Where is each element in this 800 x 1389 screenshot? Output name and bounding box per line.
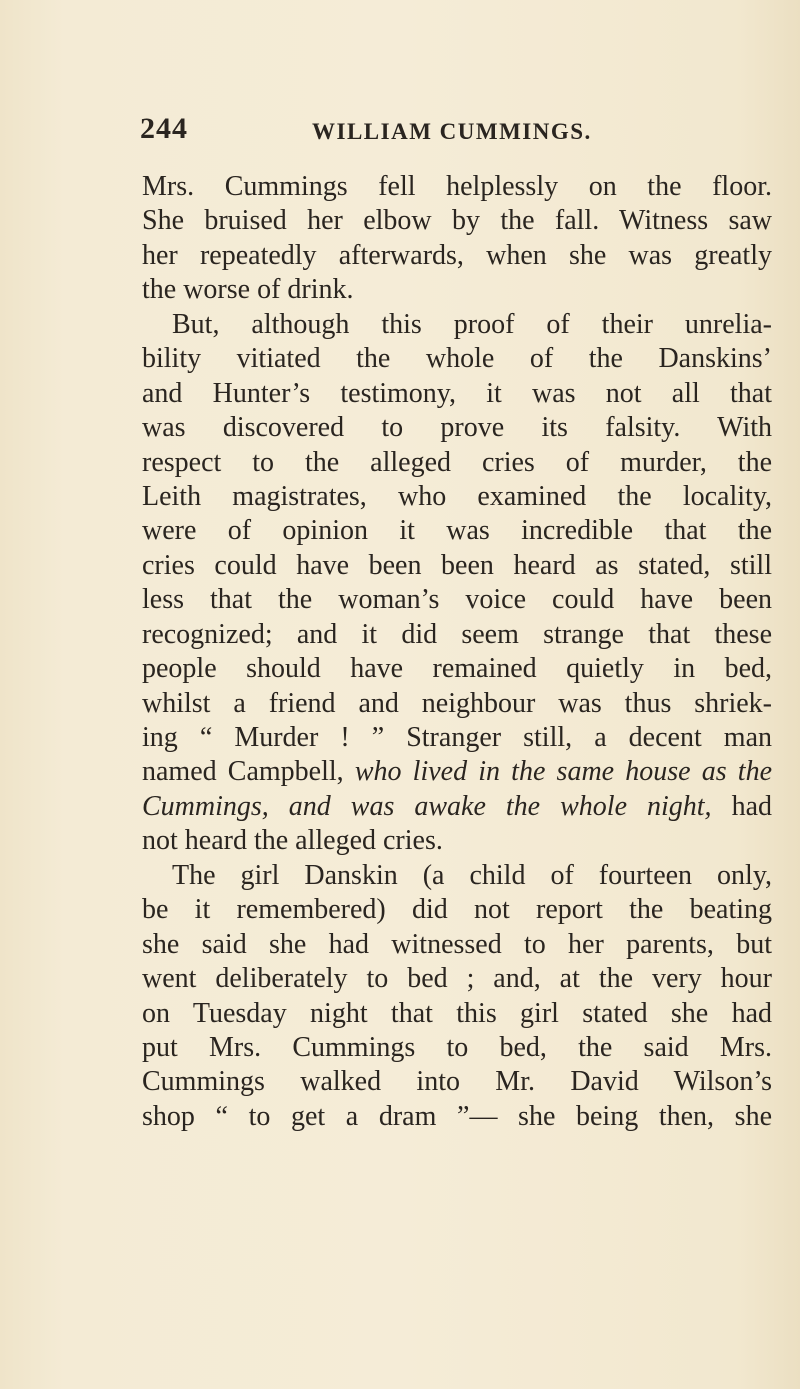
paragraph-start-line: But, although this proof of their unrelia-: [172, 308, 772, 340]
text-line: the worse of drink.: [142, 274, 354, 306]
running-head: [140, 112, 740, 152]
text-line: recognized; and it did seem strange that these: [142, 618, 772, 650]
line-roman-part: named Campbell,: [142, 756, 344, 788]
text-line: people should have remained quietly in bed,: [142, 653, 772, 685]
text-line: went deliberately to bed ; and, at the very hour: [142, 963, 772, 995]
mixed-style-line: [142, 790, 772, 824]
text-line: less that the woman’s voice could have been: [142, 584, 772, 616]
text-line: on Tuesday night that this girl stated she had: [142, 997, 772, 1029]
text-line: She bruised her elbow by the fall. Witness saw: [142, 205, 772, 237]
text-line: put Mrs. Cummings to bed, the said Mrs.: [142, 1031, 772, 1063]
text-line: she said she had witnessed to her parents, but: [142, 928, 772, 960]
text-line: were of opinion it was incredible that the: [142, 515, 772, 547]
paragraph-start-line: The girl Danskin (a child of fourteen only,: [172, 859, 772, 891]
mixed-style-line: [142, 755, 772, 789]
text-line: was discovered to prove its falsity. With: [142, 412, 772, 444]
text-line: not heard the alleged cries.: [142, 825, 443, 857]
text-line: cries could have been been heard as stated, still: [142, 549, 772, 581]
page-number: 244: [140, 112, 188, 145]
text-line: ing “ Murder ! ” Stranger still, a decent man: [142, 722, 772, 753]
text-line: be it remembered) did not report the beating: [142, 894, 772, 926]
text-line: Leith magistrates, who examined the locality,: [142, 480, 772, 512]
line-roman-part: had: [731, 790, 773, 822]
text-line: Cummings walked into Mr. David Wilson’s: [142, 1066, 772, 1098]
running-title: WILLIAM CUMMINGS.: [312, 119, 592, 144]
text-line: whilst a friend and neighbour was thus shriek-: [142, 687, 772, 719]
body-text: [142, 170, 772, 1134]
line-italic-part: who lived in the same house as the: [354, 756, 772, 788]
text-line: and Hunter’s testimony, it was not all that: [142, 377, 772, 409]
text-line: her repeatedly afterwards, when she was greatly: [142, 239, 772, 271]
line-italic-part: Cummings, and was awake the whole night,: [142, 790, 712, 822]
text-line: shop “ to get a dram ”— she being then, she: [142, 1100, 772, 1132]
text-line: respect to the alleged cries of murder, the: [142, 446, 772, 478]
text-line: Mrs. Cummings fell helplessly on the floor.: [142, 171, 772, 202]
text-line: bility vitiated the whole of the Danskins’: [142, 343, 772, 375]
